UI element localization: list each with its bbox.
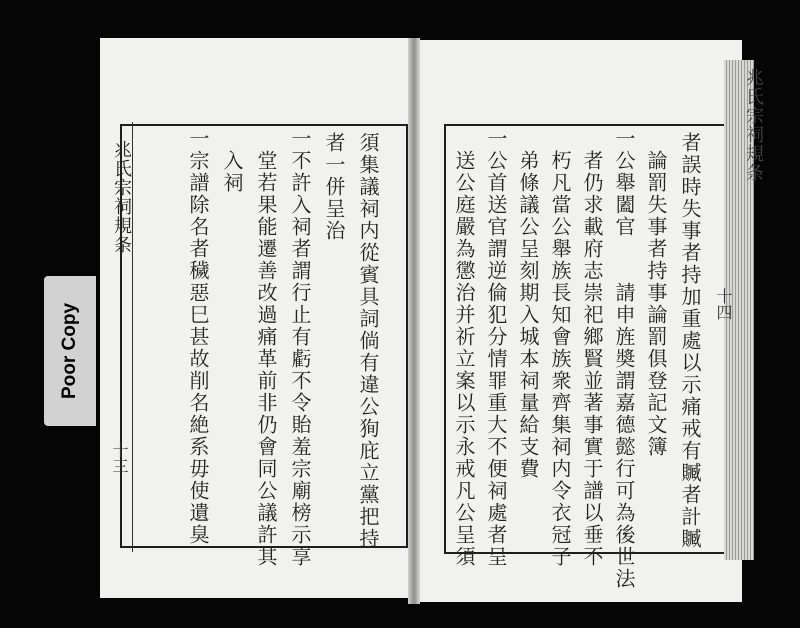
left-text-column: 一不許入祠者謂行止有虧不令貽羞宗廟榜示享 (288, 128, 312, 568)
right-text-column: 朽凡當公舉族長知會族衆齊集祠内令衣冠子 (548, 150, 572, 568)
left-margin-title: 兆氏宗祠規条 (111, 140, 132, 254)
book-gutter (408, 38, 420, 604)
right-margin-title: 兆氏宗祠規条 (743, 68, 764, 182)
left-text-column: 一宗譜除名者穢惡巳甚故削名絶系毋使遺臭 (186, 128, 210, 546)
left-page-number: 十三 (110, 442, 129, 474)
left-text-column: 入祠 (220, 150, 244, 194)
right-page-number: 十四 (714, 288, 733, 320)
right-text-column: 論罰失事者持事論罰俱登記文簿 (644, 150, 668, 458)
right-text-column: 送公庭嚴為懲治并祈立案以示永戒凡公呈須 (452, 150, 476, 568)
left-text-column: 者一併呈治 (322, 132, 346, 242)
poor-copy-stamp (44, 276, 96, 426)
right-text-column: 弟條議公呈刻期入城本祠量給支費 (516, 150, 540, 480)
right-text-column: 者誤時失事者持加重處以示痛戒有贓者計贓 (678, 132, 702, 550)
right-text-column: 一公舉闔官 請申旌奬謂嘉德懿行可為後世法 (612, 128, 636, 590)
poor-copy-label: Poor Copy (59, 302, 80, 400)
right-text-column: 一公首送官謂逆倫犯分情罪重大不便祠處者呈 (484, 128, 508, 568)
left-text-column: 堂若果能遷善改過痛革前非仍會同公議許其 (254, 150, 278, 568)
right-text-column: 者仍求載府志崇祀鄉賢並著事實于譜以垂不 (580, 150, 604, 568)
left-text-column: 須集議祠内從賓具詞倘有違公狥庇立黨把持 (356, 132, 380, 550)
